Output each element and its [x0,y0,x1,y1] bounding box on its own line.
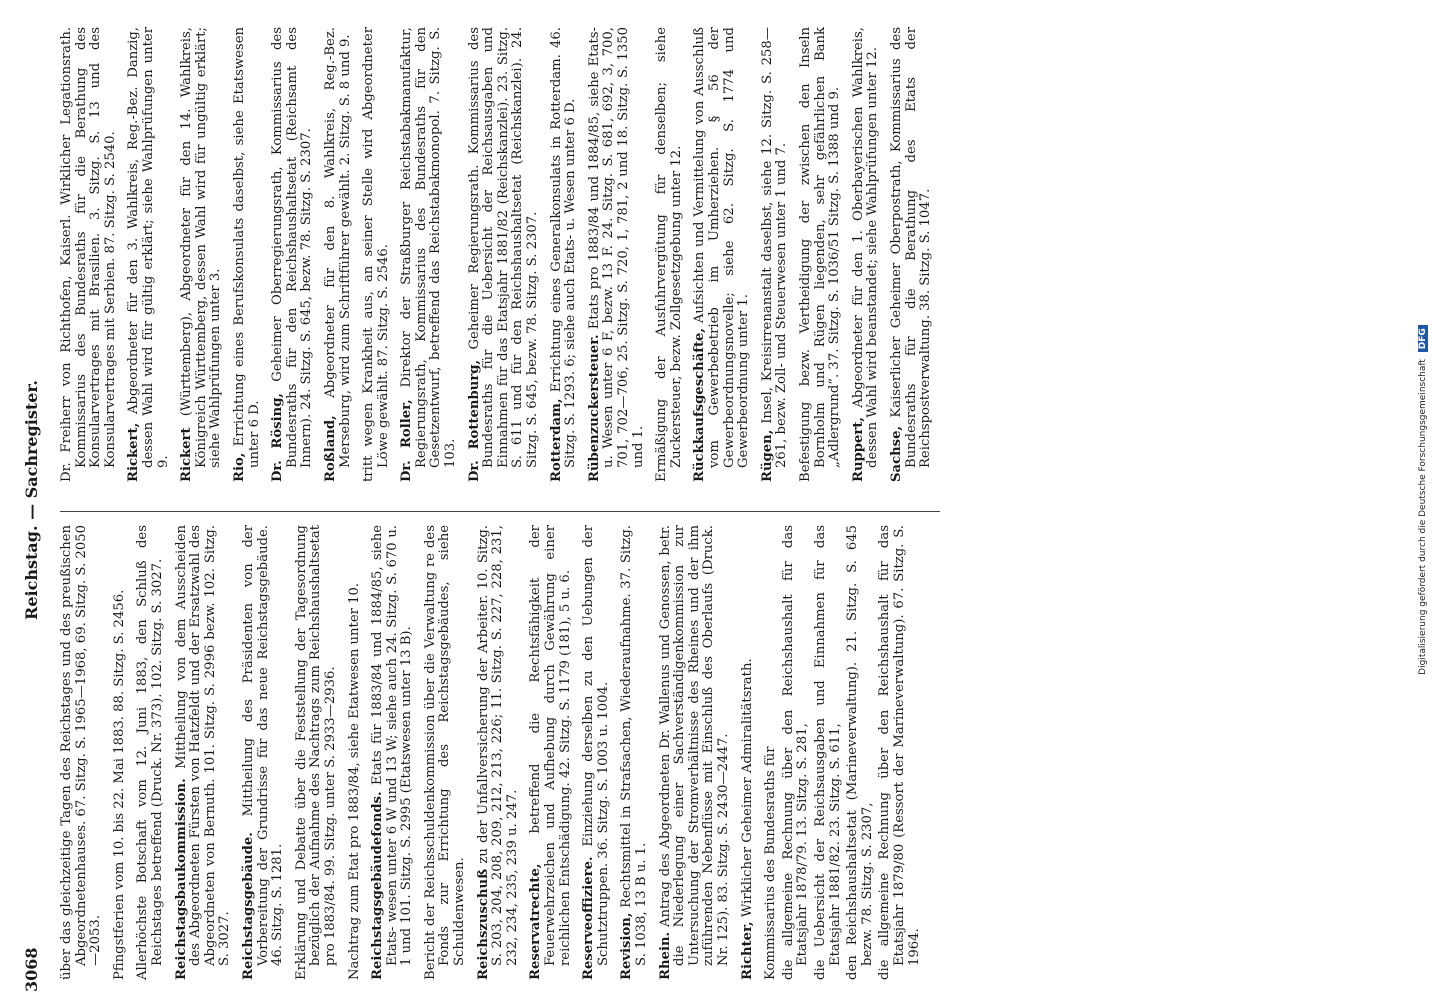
entry-keyword: Reserveoffiziere. [581,856,597,980]
register-entry [620,525,649,980]
register-entry [582,525,611,980]
entry-text: Antrag des Abgeordneten Dr. Wallenus und Genossen, betr. die Niederlegung einer Sachverständigenkommission zur Untersuchung der Stromverhältnisse des Rheines und der ihm zuführenden Nebenflüsse mit Einschluß des Oberlaufs (Druck. Nr. 125). 83. Sitzg. S. 2430—2447. [657,525,731,966]
entry-text: Errichtung eines Generalkonsulats in Rotterdam. 46. Sitzg. S. 1293. 6; siehe auch Etats- u. Wesen unter 6 D. [548,27,579,468]
entry-keyword: Dr. Rottenburg, [466,359,482,482]
register-entry [550,27,579,482]
page-header [22,8,48,992]
entry-keyword: Dr. Rösing, [270,392,286,482]
entry-text: Pfingstferien vom 10. bis 22. Mai 1883. 88. Sitzg. S. 2456. [111,589,127,980]
entry-keyword: Rio, [231,452,247,482]
register-entry [180,27,224,482]
register-entry [175,525,233,980]
entry-text: Mittheilung des Präsidenten von der Vorbereitung der Grundrisse für das neue Reichstagsgebäude. 46. Sitzg. S. 1281. [240,525,286,966]
entry-text: Einziehung derselben zu den Uebungen der Schutztruppen. 36. Sitzg. S. 1003 u. 1004. [581,525,611,966]
entry-text: zu der Unfallversicherung der Arbeiter. 10. Sitzg. S. 203, 204, 208, 209, 212, 213, 226; 11. Sitzg. S. 227, 228, 231, 232, 234, 235, 239 u. 247. [475,525,520,966]
entry-text: betreffend die Rechtsfähigkeit der Feuerwehrzeichen und Aufhebung durch Gewährung einer reichlichen Entschädigung. 42. Sitzg. S. 1179 (181), 5 u. 6. [528,525,573,966]
page-number: 3068 [22,947,41,992]
entry-text: Aufsichten und Vermittelung von Ausschluß vom Gewerbebetrieb im Umherziehen. § 56 der Gewerbeordnungsnovelle; siehe 62. Sitzg. S. 1774 und Gewerbeordnung unter 1. [692,27,752,468]
entry-text: Abgeordneter für den 3. Wahlkreis, Reg.-Bez. Danzig, dessen Wahl wird für gültig erklärt; siehe Wahlprüfungen unter 9. [126,27,171,468]
register-entry [799,27,843,482]
entry-keyword: Rhein. [657,931,673,980]
entry-text: Erklärung und Debatte über die Feststellung der Tagesordnung bezüglich der Aufnahme des Nachtrags zum Reichshaushaltsetat pro 1883/84. 99. Sitzg. unter S. 2933—2936. [293,525,338,980]
entry-keyword: Sachse, [888,425,904,482]
entry-text: Ermäßigung der Ausfuhrvergütung für denselben; siehe Zuckersteuer, bezw. Zollgesetzgebung unter 12. [654,27,684,482]
digitization-credit-text: Digitalisierung gefördert durch die Deutsche Forschungsgemeinschaft [1418,359,1428,675]
register-subentry: die allgemeine Rechnung über den Reichshaushalt für das Etatsjahr 1878/79. 13. Sitzg. S. 281, [780,525,811,980]
entry-text: Wirklicher Geheimer Admiralitätsrath. [739,658,755,918]
entry-text: Direktor der Straßburger Reichstabakmanufaktur, Regierungsrath, Kommissarius des Bundesraths für den Gesetzentwurf, betreffend das Reichstabakmonopol. 7. Sitzg. S. 103. [399,27,459,468]
entry-keyword: Rübenzuckersteuer. [586,334,602,482]
entry-keyword: Rickert, [126,422,142,482]
register-entry [295,525,339,980]
register-subentry: Kommissarius des Bundesraths für [763,746,779,980]
column-divider [60,511,940,512]
right-column [60,27,943,482]
register-entry [371,525,415,980]
entry-text: Dr. Freiherr von Richthofen, Kaiserl. Wirklicher Legationsrath. Kommissarius des Bundesraths für die Berathung des Konsularvertrages mit Brasilien. 3. Sitzg. S. 13 und des Konsularvertrages mit Serbien. 87. Sitzg. S. 2540. [59,27,118,482]
register-entry [136,525,165,980]
entry-keyword: Reservatrechte, [528,863,544,980]
register-entry [60,27,118,482]
entry-text: Abgeordneter für den 8. Wahlkreis, Reg.-Bez. Merseburg, wird zum Schriftführer gewählt. 2. Sitzg. S. 8 und 9. [322,27,353,468]
entry-text: Nachtrag zum Etat pro 1883/84, siehe Etatwesen unter 10. [346,582,362,980]
register-entry [659,525,732,980]
register-subentry: den Reichshaushaltsetat (Marineverwaltung). 21. Sitzg. S. 645 bezw. 78. Sitzg. S. 2307, [845,525,875,980]
entry-keyword: Rückkaufsgeschäfte, [692,327,708,482]
entry-keyword: Rügen, [759,429,775,482]
entry-text: Geheimer Regierungsrath. Kommissarius des Bundesraths für die Uebersicht der Reichsausgaben und Einnahmen für das Etatsjahr 1881/82 (Reichskanzlei). 23. Sitzg. S. 611 und für den Reichshaushaltsetat (Reichskanzlei). 24. Sitzg. S. 645, bezw. 78. Sitzg. S. 2307. [466,27,541,468]
entry-keyword: Rickert [179,427,195,482]
digitization-credit [1418,0,1428,1000]
entry-keyword: Revision, [619,912,635,980]
entry-text: tritt wegen Krankheit aus, an seiner Stelle wird Abgeordneter Löwe gewählt. 87. Sitzg. S. 2546. [361,27,391,482]
entry-keyword: Richter, [739,921,755,980]
entry-keyword: Reichszuschuß [475,868,491,980]
register-subentry: die allgemeine Rechnung über den Reichshaushalt für das Etatsjahr 1879/80 (Ressort der Marineverwaltung). 67. Sitzg. S. 1964. [877,525,922,980]
entry-keyword: Reichstagsgebäudefonds. [370,791,386,980]
register-entry [468,27,541,482]
entry-keyword: Reichstagsbaukommission. [173,778,189,980]
entry-keyword: Reichstagsgebäude. [240,832,256,980]
register-entry [693,27,751,482]
entry-text: Etats für 1883/84 und 1884/85, siehe Etats- wesen unter 6 W und 13 W; siehe auch 24. Sitzg. S. 670 u. 1 und 101. Sitzg. S. 2995 (Etatswesen unter 13 B). [370,525,415,966]
entry-text: Errichtung eines Berufskonsulats daselbst, siehe Etatswesen unter 6 D. [231,27,262,468]
register-entry [324,27,353,482]
entry-text: über das gleichzeitige Tagen des Reichstages und des preußischen Abgeordnetenhauses. 67. Sitzg. S. 1965—1968, 69. Sitzg. S. 2050—2053. [59,525,104,980]
entry-keyword: Rotterdam, [548,398,564,482]
entry-text: Insel, Kreisirrenanstalt daselbst, siehe 12. Sitzg. S. 258—261, bezw. Zoll- und Steuerwesen unter 1 und 7. [759,27,790,468]
register-entry [588,27,646,482]
register-entry [127,27,171,482]
register-entry [233,27,262,482]
entry-text: Geheimer Oberregierungsrath, Kommissarius des Bundesraths für den Reichshaushaltsetat (Reichsamt des Innern). 24. Sitzg. S. 645, bezw. 78. Sitzg. S. 2307. [270,27,315,468]
left-column [60,525,925,980]
dfg-logo: DFG [1418,325,1428,352]
register-entry [424,525,468,980]
entry-text: Befestigung bezw. Vertheidigung der zwischen den Inseln Bornholm und Rügen liegenden, sehr gefährlichen Bank „Adlergrund“. 37. Sitzg. S. 1036/51 Sitzg. S. 1388 und 9. [797,27,843,482]
entry-keyword: Ruppert, [850,416,866,482]
register-entry [271,27,315,482]
entry-text: Abgeordneter für den 1. Oberbayerischen Wahlkreis, dessen Wahl wird beanstandet; siehe Wahlprüfungen unter 12. [850,27,881,468]
register-subentry: die Uebersicht der Reichsausgaben und Einnahmen für das Etatsjahr 1881/82. 23. Sitzg. S. 611, [812,525,843,980]
register-entry [348,525,363,980]
register-entry [113,525,128,980]
register-entry [741,525,756,980]
register-entry [60,525,104,980]
entry-text: (Württemberg), Abgeordneter für den 14. Wahlkreis, Königreich Württemberg, dessen Wahl wird für ungültig erklärt; siehe Wahlprüfungen unter 3. [179,27,224,468]
entry-text: Mittheilung von dem Ausscheiden des Abgeordneten Fürsten von Hatzfeldt und der Ersatzwahl des Abgeordneten von Bernuth. 101. Sitzg. S. 2996 bezw. 102. Sitzg. S. 3027. [173,525,233,966]
register-entry [242,525,286,980]
register-entry [529,525,573,980]
entry-keyword: Dr. Roller, [399,399,415,482]
register-entry [362,27,391,482]
entry-text: Allerhöchste Botschaft vom 12. Juni 1883, den Schluß des Reichstages betreffend (Druck. Nr. 373). 102. Sitzg. S. 3027. [135,525,165,980]
entry-text: Rechtsmittel in Strafsachen, Wiederaufnahme. 37. Sitzg. S. 1038, 13 B u. 1. [619,525,649,966]
register-entry [400,27,458,482]
entry-keyword: Roßland, [322,415,338,482]
register-entry [761,27,790,482]
page-title: Reichstag. — Sachregister. [22,380,41,620]
entry-text: Kaiserlicher Geheimer Oberpostrath, Kommissarius des Bundesraths für die Berathung des Etats der Reichspostverwaltung. 38. Sitzg. S. 1047. [888,27,934,468]
register-entry [477,525,521,980]
entry-text: Bericht der Reichsschuldenkommission über die Verwaltung re des Fonds zur Errichtung des Reichstagsgebäudes, siehe Schuldenwesen. [422,525,468,980]
register-entry [890,27,934,482]
entry-text: Etats pro 1883/84 und 1884/85, siehe Etats- u. Wesen unter 6 F, bezw. 13 F. 24. Sitzg. S. 681, 692, 3, 700, 701, 702—706, 25. Sitzg. S. 720, 1, 781, 2 und 18. Sitzg. S. 1350 und 1. [586,27,646,468]
register-entry [655,27,684,482]
register-entry [852,27,881,482]
